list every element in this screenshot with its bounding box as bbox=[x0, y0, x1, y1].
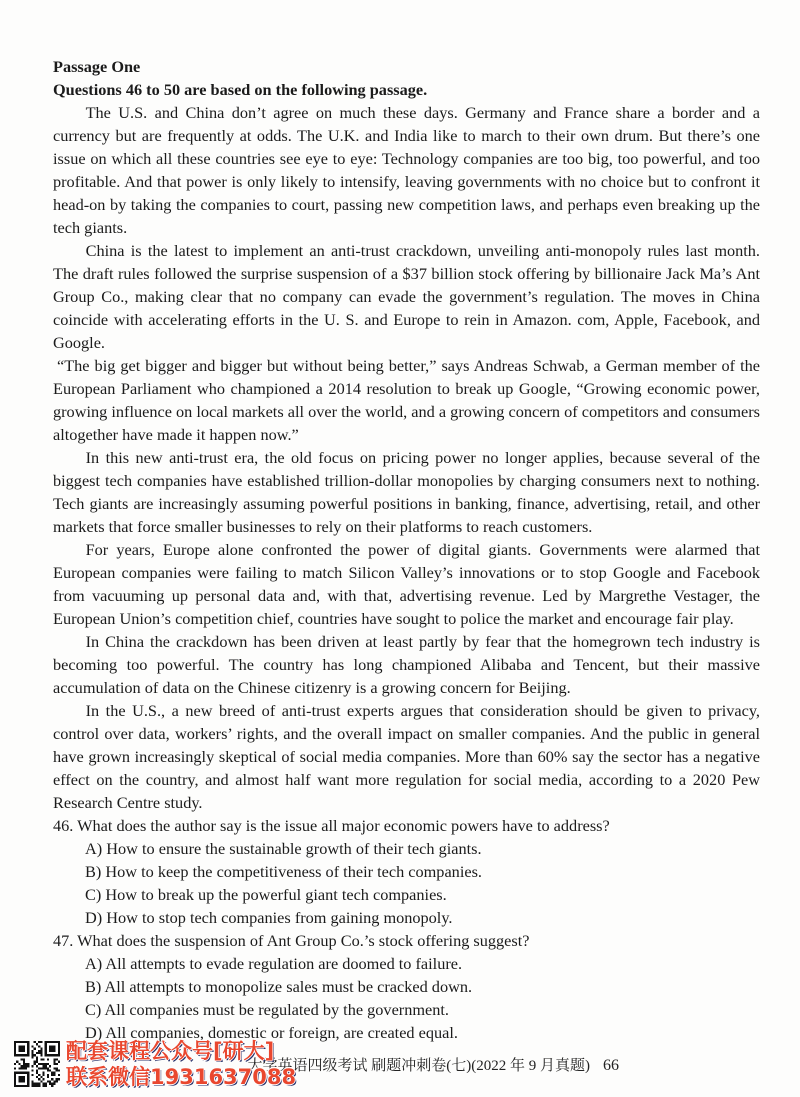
passage-paragraph-1: The U.S. and China don’t agree on much these days. Germany and France share a border and a currency but are frequently at odds. The U.K. and India like to march to their own drum. But there’s one issue on which all these countries see eye to eye: Technology companies are too big, too powerful, and too profitable. And that power is only likely to intensify, leaving governments with no choice but to confront it head-on by taking the companies to court, passing new competition laws, and perhaps even breaking up the tech giants. bbox=[53, 103, 760, 237]
option-text: How to break up the powerful giant tech companies. bbox=[105, 885, 447, 904]
option-letter: A) bbox=[85, 839, 103, 858]
qr-code-icon bbox=[14, 1041, 60, 1087]
watermark-line-2: 联系微信1931637088 bbox=[66, 1065, 297, 1089]
answer-option-a bbox=[53, 837, 760, 860]
option-text: All companies must be regulated by the government. bbox=[104, 1000, 449, 1019]
question-stem-line bbox=[53, 814, 760, 837]
watermark-line-1: 配套课程公众号[研大] bbox=[66, 1039, 275, 1063]
question-47 bbox=[53, 929, 760, 1044]
option-text: How to stop tech companies from gaining monopoly. bbox=[106, 908, 453, 927]
footer-title: 大学英语四级考试 刷题冲刺卷(七)(2022 年 9 月真题) bbox=[247, 1058, 590, 1074]
option-text: All attempts to evade regulation are doomed to failure. bbox=[105, 954, 463, 973]
option-letter: B) bbox=[85, 862, 102, 881]
passage-paragraph-4: In this new anti-trust era, the old focus on pricing power no longer applies, because several of the biggest tech companies have established trillion-dollar monopolies by charging consumers next to nothing. Tech giants are increasingly assuming powerful positions in banking, finance, advertising, retail, and other markets that force smaller businesses to rely on their platforms to reach customers. bbox=[53, 448, 760, 536]
option-letter: C) bbox=[85, 885, 102, 904]
option-letter: C) bbox=[85, 1000, 102, 1019]
option-letter: B) bbox=[85, 977, 102, 996]
option-text: How to keep the competitiveness of their tech companies. bbox=[105, 862, 482, 881]
passage-paragraph-5: For years, Europe alone confronted the power of digital giants. Governments were alarmed that European companies were failing to match Silicon Valley’s innovations or to stop Google and Facebook from vacuuming up personal data and, with that, advertising revenue. Led by Margrethe Vestager, the European Union’s competition chief, countries have sought to police the market and encourage fair play. bbox=[53, 540, 760, 628]
option-text: All companies, domestic or foreign, are created equal. bbox=[105, 1023, 458, 1042]
passage-paragraph-6: In China the crackdown has been driven at least partly by fear that the homegrown tech industry is becoming too powerful. The country has long championed Alibaba and Tencent, but their massive accumulation of data on the Chinese citizenry is a growing concern for Beijing. bbox=[53, 632, 760, 697]
question-stem-line bbox=[53, 929, 760, 952]
answer-option-d bbox=[53, 906, 760, 929]
answer-option-c bbox=[53, 883, 760, 906]
option-text: All attempts to monopolize sales must be cracked down. bbox=[104, 977, 473, 996]
answer-option-b bbox=[53, 860, 760, 883]
passage-title: Passage One bbox=[53, 57, 141, 76]
passage-instructions: Questions 46 to 50 are based on the following passage. bbox=[53, 80, 428, 99]
question-stem: What does the author say is the issue all major economic powers have to address? bbox=[77, 816, 610, 835]
option-letter: A) bbox=[85, 954, 103, 973]
passage-paragraph-2: China is the latest to implement an anti-trust crackdown, unveiling anti-monopoly rules last month. The draft rules followed the surprise suspension of a $37 billion stock offering by billionaire Jack Ma’s Ant Group Co., making clear that no company can evade the government’s regulation. The moves in China coincide with accelerating efforts in the U. S. and Europe to rein in Amazon. com, Apple, Facebook, and Google. bbox=[53, 241, 760, 352]
question-number: 47. bbox=[53, 931, 74, 950]
page-number: 66 bbox=[603, 1057, 619, 1074]
answer-option-a bbox=[53, 952, 760, 975]
answer-option-b bbox=[53, 975, 760, 998]
passage-paragraph-7: In the U.S., a new breed of anti-trust experts argues that consideration should be given to privacy, control over data, workers’ rights, and the overall impact on smaller companies. And the public in general have grown increasingly skeptical of social media companies. More than 60% say the sector has a negative effect on the country, and almost half want more regulation for social media, according to a 2020 Pew Research Centre study. bbox=[53, 701, 760, 812]
answer-option-c bbox=[53, 998, 760, 1021]
option-text: How to ensure the sustainable growth of their tech giants. bbox=[106, 839, 482, 858]
exam-page bbox=[53, 55, 760, 1044]
passage-paragraph-3: “The big get bigger and bigger but without being better,” says Andreas Schwab, a German member of the European Parliament who championed a 2014 resolution to break up Google, “Growing economic power, growing influence on local markets all over the world, and a growing concern of competitors and consumers altogether have made it happen now.” bbox=[53, 356, 760, 444]
question-number: 46. bbox=[53, 816, 74, 835]
question-46 bbox=[53, 814, 760, 929]
question-stem: What does the suspension of Ant Group Co.’s stock offering suggest? bbox=[77, 931, 530, 950]
option-letter: D) bbox=[85, 908, 103, 927]
watermark bbox=[12, 1038, 312, 1094]
option-letter: D) bbox=[85, 1023, 103, 1042]
